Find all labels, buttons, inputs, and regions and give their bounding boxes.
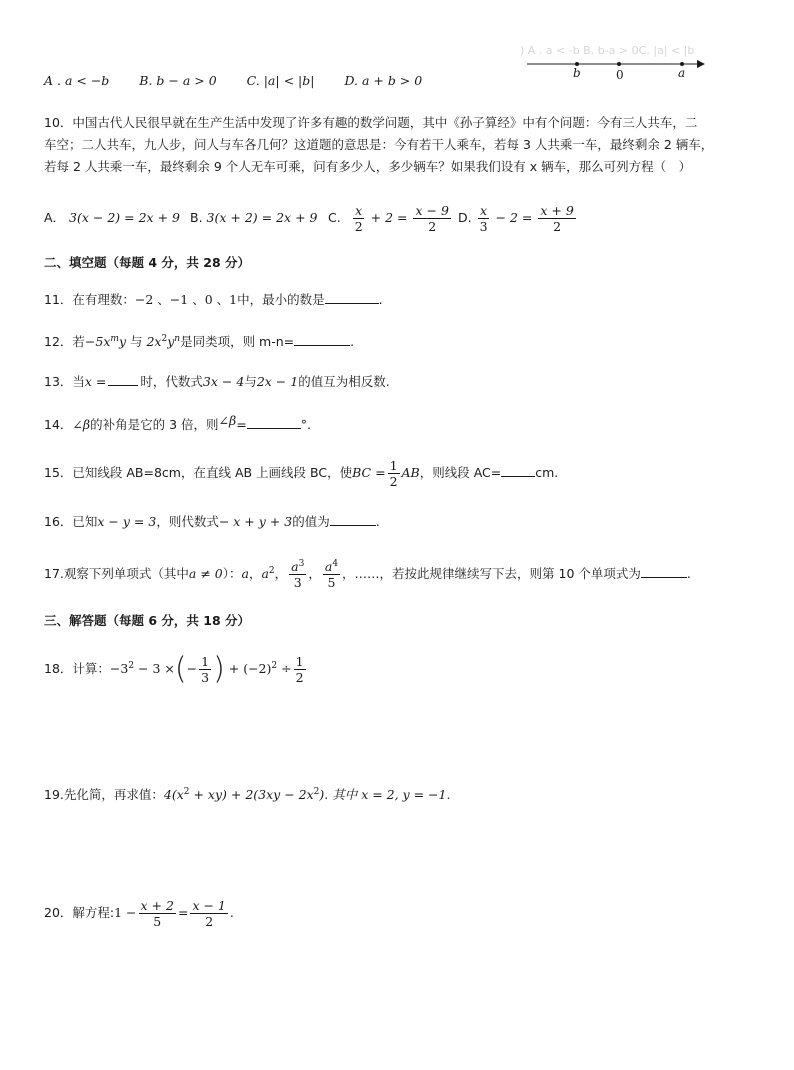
q13-var: x = bbox=[84, 374, 107, 389]
q13 bbox=[44, 373, 390, 391]
q12-expr1: −5x bbox=[84, 334, 111, 349]
q10-line-3: 若每 2 人共乘一车，最终剩余 9 个人无车可乘，问有多少人，多少辆车？如果我们设有 x 辆车，那么可列方程（ ） bbox=[44, 159, 692, 174]
q9-option-d: D. a + b > 0 bbox=[344, 73, 423, 88]
q14-prefix: 14． bbox=[44, 417, 73, 432]
q14 bbox=[44, 413, 311, 434]
q12-expr2: 2x bbox=[146, 334, 162, 349]
q11-answer-blank[interactable] bbox=[325, 291, 379, 304]
q15-answer-blank[interactable] bbox=[501, 464, 535, 477]
q10-option-a: 3(x − 2) = 2x + 9 bbox=[69, 210, 180, 225]
q20 bbox=[44, 893, 234, 933]
q18-p3sup: 2 bbox=[271, 660, 278, 671]
q17-term2-sup: 2 bbox=[268, 565, 275, 576]
q15-fraction: $\frac{1}{2}$ bbox=[389, 458, 398, 489]
section-2-title: 二、填空题（每题 4 分，共 28 分） bbox=[44, 255, 251, 270]
q13-expr2: 2x − 1 bbox=[256, 374, 299, 389]
q12-y1: y bbox=[118, 334, 126, 349]
q18-prefix: 18．计算： bbox=[44, 661, 110, 676]
q9-options bbox=[44, 72, 422, 90]
number-line-arrow bbox=[697, 60, 705, 68]
q15-prefix: 15．已知线段 AB=8cm，在直线 AB 上画线段 BC，使 bbox=[44, 465, 353, 480]
q10-option-b-wrap bbox=[190, 200, 317, 236]
q20-right-fraction: $\frac{x - 1}{2}$ bbox=[192, 898, 226, 929]
q19-prefix: 19.先化简，再求值： bbox=[44, 787, 164, 802]
q20-left-fraction: $\frac{x + 2}{5}$ bbox=[140, 898, 174, 929]
q18-p4: ÷ bbox=[277, 661, 292, 676]
q14-mid: 的补角是它的 3 倍，则 bbox=[90, 417, 219, 432]
q12-y2: y bbox=[167, 334, 175, 349]
q16-prefix: 16．已知 bbox=[44, 514, 98, 529]
q16-mid: ，则代数式 bbox=[156, 514, 219, 529]
q15 bbox=[44, 455, 558, 491]
q12-prefix: 12．若 bbox=[44, 334, 85, 349]
q17-answer-blank[interactable] bbox=[641, 565, 687, 578]
q12-answer-blank[interactable] bbox=[294, 333, 350, 346]
q12-sup3: n bbox=[174, 333, 181, 344]
q10-option-c-frac-right: $\frac{x - 9}{2}$ bbox=[415, 203, 449, 234]
q19-sup-b: 2 bbox=[313, 786, 320, 797]
q17-term4: $\frac{a^4}{5}$ bbox=[324, 558, 339, 590]
q16-answer-blank[interactable] bbox=[330, 513, 376, 526]
q10-option-d-frac-right: $\frac{x + 9}{2}$ bbox=[540, 203, 574, 234]
q15-suffix: ，则线段 AC= bbox=[419, 465, 502, 480]
number-line-label-b: b bbox=[573, 66, 581, 80]
q14-suffix: °. bbox=[300, 417, 311, 432]
q11-prefix: 11．在有理数： bbox=[44, 292, 135, 307]
q18-neg: − bbox=[186, 661, 198, 676]
q14-angle: ∠β bbox=[72, 417, 91, 432]
q19 bbox=[44, 786, 450, 804]
q20-end: . bbox=[229, 905, 234, 920]
q10-option-c-wrap bbox=[328, 200, 453, 236]
q12-end: . bbox=[350, 334, 355, 349]
q17-prefix: 17.观察下列单项式（其中 bbox=[44, 566, 189, 581]
q16-expr: − x + y + 3 bbox=[218, 514, 293, 529]
q10-option-d-tail: − 2 = bbox=[495, 210, 533, 225]
q16 bbox=[44, 513, 380, 531]
q18-p1: −3 bbox=[109, 661, 129, 676]
q18-p3: + (−2) bbox=[224, 661, 272, 676]
q12-sup1: m bbox=[110, 333, 119, 344]
q19-expr-c: ). 其中 x = 2, y = −1. bbox=[319, 787, 451, 802]
q17-mid2: ，……，若按此规律继续写下去，则第 10 个单项式为 bbox=[342, 566, 641, 581]
q10-options bbox=[44, 200, 180, 236]
q17-term1: a bbox=[241, 566, 249, 581]
q20-one: 1 − bbox=[114, 905, 137, 920]
q13-mid2: 与 bbox=[244, 374, 257, 389]
q12-suffix: 是同类项，则 m-n= bbox=[180, 334, 295, 349]
q18-fraction-1: $\frac{1}{3}$ bbox=[201, 654, 210, 685]
q12-sup2: 2 bbox=[161, 333, 168, 344]
q18-right-paren: ) bbox=[213, 651, 225, 687]
q18 bbox=[44, 647, 308, 691]
q17-mid: ）： bbox=[222, 566, 242, 581]
q19-expr-b: + xy) + 2(3xy − 2x bbox=[189, 787, 314, 802]
q18-left-paren: ( bbox=[174, 651, 187, 687]
q12-mid: 与 bbox=[126, 334, 147, 349]
q18-p2: − 3 × bbox=[134, 661, 175, 676]
q10-line-2: 车空；二人共车，九人步，问人与车各几何？这道题的意思是：今有若干人乘车，若每 3 人共乘一车，最终剩余 2 辆车， bbox=[44, 137, 714, 152]
q17-end: . bbox=[686, 566, 691, 581]
q9-option-b: B. b − a > 0 bbox=[139, 73, 217, 88]
q14-answer-blank[interactable] bbox=[247, 416, 301, 429]
q13-answer-blank[interactable] bbox=[108, 373, 138, 386]
q13-expr1: 3x − 4 bbox=[202, 374, 245, 389]
q17-term3: $\frac{a^3}{3}$ bbox=[291, 558, 305, 590]
q10-option-d-wrap bbox=[458, 200, 578, 236]
q11-numbers: −2 、−1 、0 、1 bbox=[134, 292, 238, 307]
q16-suffix: 的值为 bbox=[292, 514, 330, 529]
q12 bbox=[44, 333, 354, 351]
q18-p1sup: 2 bbox=[128, 660, 135, 671]
q15-unit: cm. bbox=[535, 465, 559, 480]
q10-option-c-label: C. bbox=[328, 210, 341, 225]
q15-bc: BC = bbox=[352, 465, 386, 480]
q16-end: . bbox=[375, 514, 380, 529]
q20-prefix: 20．解方程: bbox=[44, 905, 115, 920]
q10-option-b: 3(x + 2) = 2x + 9 bbox=[206, 210, 318, 225]
q14-eq: = bbox=[236, 417, 247, 432]
q17-term2: a bbox=[261, 566, 269, 581]
q13-mid: 时，代数式 bbox=[140, 374, 203, 389]
q18-fraction-2: $\frac{1}{2}$ bbox=[295, 654, 304, 685]
q13-prefix: 13．当 bbox=[44, 374, 85, 389]
q15-ab: AB bbox=[401, 465, 420, 480]
q10-option-d-frac-left: $\frac{x}{3}$ bbox=[479, 203, 488, 234]
section-3-title: 三、解答题（每题 6 分，共 18 分） bbox=[44, 613, 251, 628]
q9-option-c: C. |a| < |b| bbox=[246, 73, 315, 88]
q10-option-d-label: D. bbox=[458, 210, 472, 225]
q20-eq: = bbox=[177, 905, 189, 920]
q17: 17.观察下列单项式（其中a ≠ 0）：a，$a^2$， $\frac{a^3}{3}$ ， $\frac{a^4}{5}$ ，……，若按此规律继续写下去，则第 10 个单项式为 . bbox=[44, 558, 691, 590]
q16-cond: x − y = 3 bbox=[97, 514, 157, 529]
number-line-label-a: a bbox=[678, 66, 686, 80]
q10-option-c-frac-left: $\frac{x}{2}$ bbox=[354, 203, 363, 234]
q17-cond: a ≠ 0 bbox=[188, 566, 223, 581]
q10-option-c-tail: + 2 = bbox=[370, 210, 408, 225]
q9-faint-header: ) A . a < -b B. b-a > 0C. |a| < |b bbox=[520, 44, 695, 57]
q9-option-a: A . a < −b bbox=[44, 73, 110, 88]
q11 bbox=[44, 291, 383, 309]
q10-line-1: 10．中国古代人民很早就在生产生活中发现了许多有趣的数学问题，其中《孙子算经》中有个问题：今有三人共车，二 bbox=[44, 115, 698, 130]
q11-suffix: 中，最小的数是 bbox=[237, 292, 325, 307]
q14-angle2: ∠β bbox=[218, 413, 237, 428]
q19-expr-a: 4(x bbox=[163, 787, 184, 802]
q10-option-b-label: B. bbox=[190, 210, 203, 225]
q13-suffix: 的值互为相反数. bbox=[298, 374, 390, 389]
q11-end: . bbox=[378, 292, 383, 307]
number-line-label-zero: 0 bbox=[616, 68, 624, 82]
q10-option-a-label: A． bbox=[44, 210, 66, 225]
q19-sup-a: 2 bbox=[183, 786, 190, 797]
